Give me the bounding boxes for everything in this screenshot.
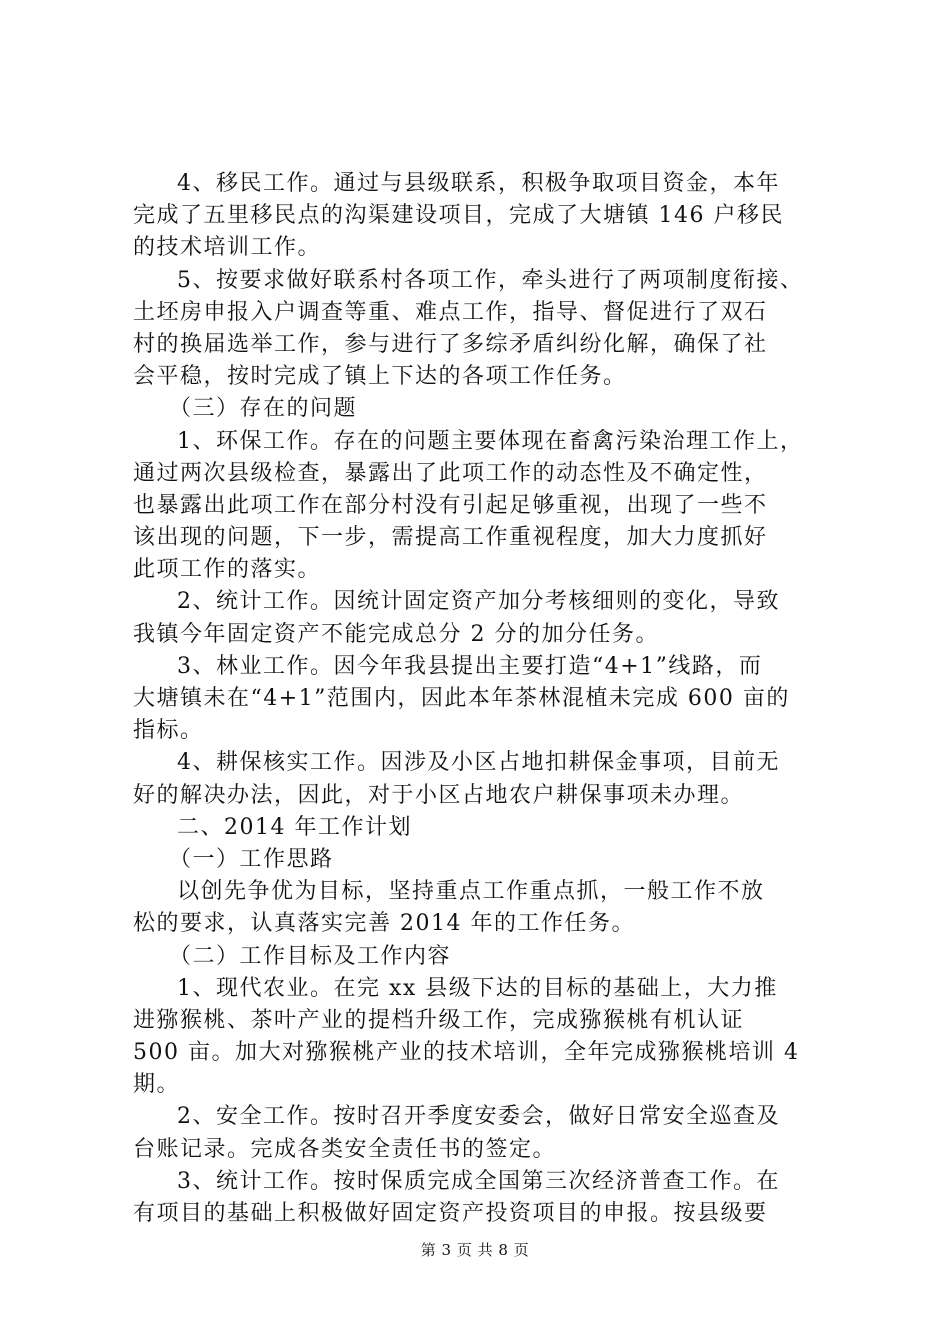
text-line: 村的换届选举工作，参与进行了多综矛盾纠纷化解，确保了社 [133, 331, 768, 357]
text-line: 此项工作的落实。 [133, 557, 322, 583]
document-body [133, 168, 833, 1230]
text-line: 指标。 [133, 718, 204, 744]
section-heading: （三）存在的问题 [169, 396, 358, 422]
page-number: 第 3 页 共 8 页 [420, 1241, 530, 1259]
text-line: 1、环保工作。存在的问题主要体现在畜禽污染治理工作上， [177, 428, 804, 454]
section-heading: （一）工作思路 [169, 846, 334, 872]
text-line: 大塘镇未在“4+1”范围内，因此本年茶林混植未完成 600 亩的 [133, 686, 790, 711]
text-line: 2、统计工作。因统计固定资产加分考核细则的变化，导致 [177, 589, 780, 615]
text-line: 完成了五里移民点的沟渠建设项目，完成了大塘镇 146 户移民 [133, 203, 784, 229]
text-line: 的技术培训工作。 [133, 235, 322, 261]
text-line: 我镇今年固定资产不能完成总分 2 分的加分任务。 [133, 621, 659, 647]
text-line: 也暴露出此项工作在部分村没有引起足够重视，出现了一些不 [133, 492, 768, 518]
text-line: 5、按要求做好联系村各项工作，牵头进行了两项制度衔接、 [177, 267, 804, 293]
text-line: 台账记录。完成各类安全责任书的签定。 [133, 1136, 557, 1162]
text-line: 1、现代农业。在完 xx 县级下达的目标的基础上，大力推 [177, 975, 778, 1001]
section-heading: （二）工作目标及工作内容 [169, 943, 452, 969]
text-line: 会平稳，按时完成了镇上下达的各项工作任务。 [133, 364, 627, 390]
text-line: 期。 [133, 1072, 181, 1098]
text-line: 有项目的基础上积极做好固定资产投资项目的申报。按县级要 [133, 1201, 768, 1226]
text-line: 2、安全工作。按时召开季度安委会，做好日常安全巡查及 [177, 1104, 780, 1130]
text-line: 4、移民工作。通过与县级联系，积极争取项目资金，本年 [177, 171, 780, 196]
text-line: 3、统计工作。按时保质完成全国第三次经济普查工作。在 [177, 1168, 780, 1194]
section-heading: 二、2014 年工作计划 [177, 814, 412, 840]
text-line: 以创先争优为目标，坚持重点工作重点抓，一般工作不放 [177, 879, 765, 905]
text-line: 好的解决办法，因此，对于小区占地农户耕保事项未办理。 [133, 782, 745, 808]
text-line: 3、林业工作。因今年我县提出主要打造“4+1”线路，而 [177, 653, 763, 679]
text-line: 土坯房申报入户调查等重、难点工作，指导、督促进行了双石 [133, 299, 768, 325]
text-line: 该出现的问题，下一步，需提高工作重视程度，加大力度抓好 [133, 525, 768, 551]
text-line: 进猕猴桃、茶叶产业的提档升级工作，完成猕猴桃有机认证 [133, 1007, 745, 1033]
text-line: 500 亩。加大对猕猴桃产业的技术培训，全年完成猕猴桃培训 4 [133, 1040, 800, 1066]
text-line: 松的要求，认真落实完善 2014 年的工作任务。 [133, 911, 635, 937]
text-line: 通过两次县级检查，暴露出了此项工作的动态性及不确定性， [133, 460, 768, 486]
text-line: 4、耕保核实工作。因涉及小区占地扣耕保金事项，目前无 [177, 750, 780, 776]
